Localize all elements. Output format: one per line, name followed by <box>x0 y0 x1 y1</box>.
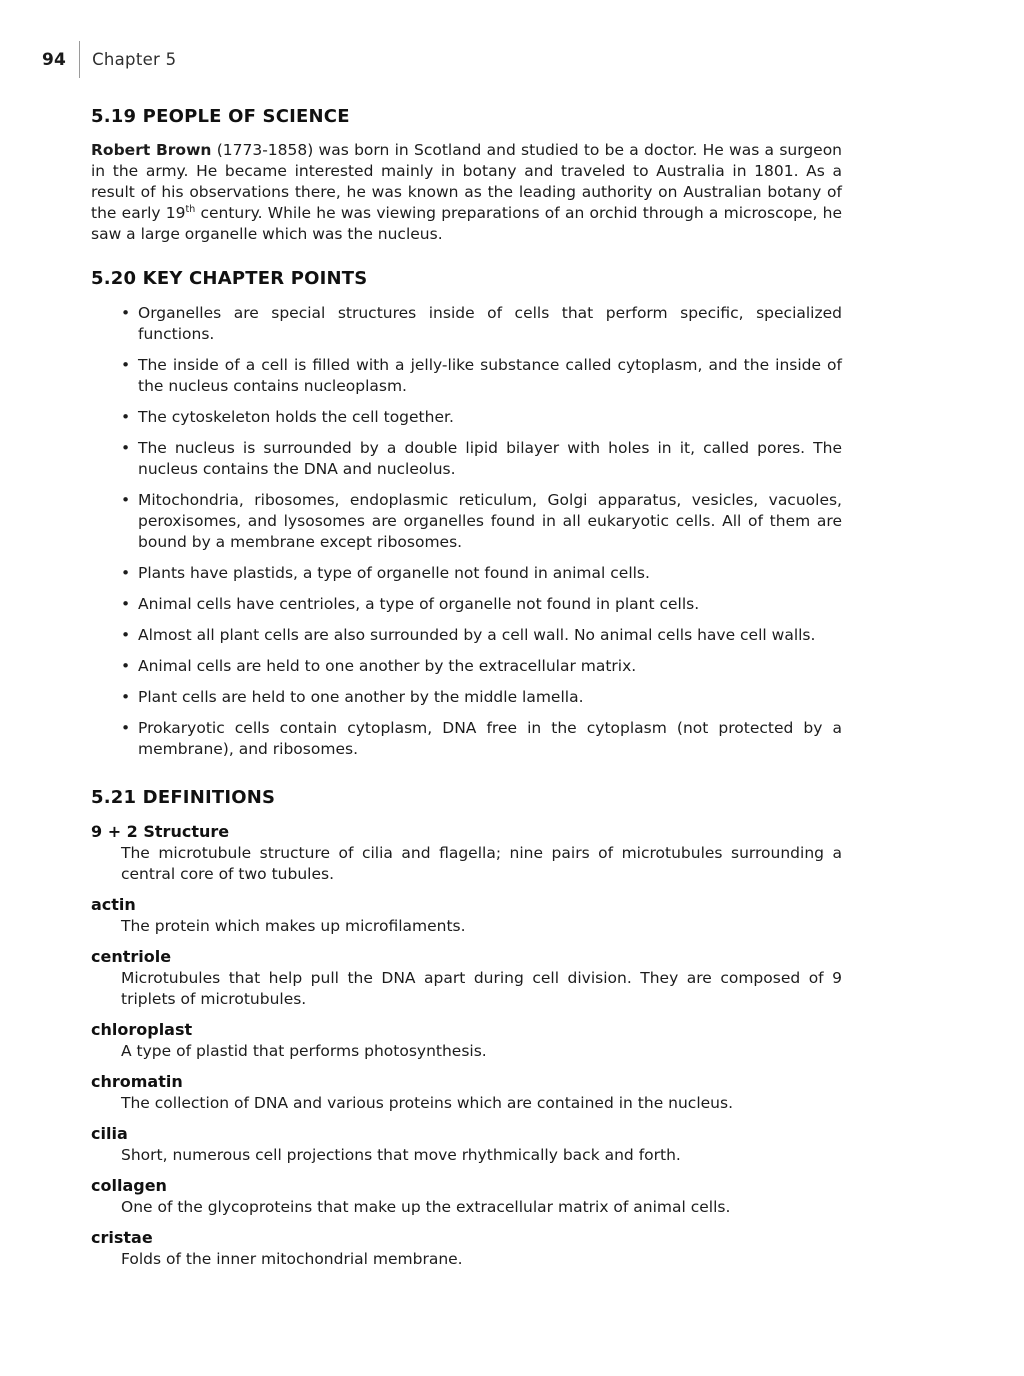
bullet-icon <box>121 355 130 376</box>
definition-text: The collection of DNA and various proteins which are contained in the nucleus. <box>121 1094 733 1112</box>
definition-term: collagen <box>91 1176 167 1195</box>
key-point-item <box>91 656 842 677</box>
definition-text: One of the glycoproteins that make up the extracellular matrix of animal cells. <box>121 1198 731 1216</box>
people-of-science-paragraph <box>91 140 842 245</box>
key-point-item <box>91 438 842 480</box>
definition-term: actin <box>91 895 136 914</box>
definition-entry <box>91 1227 842 1270</box>
bullet-icon <box>121 303 130 324</box>
page-number: 94 <box>42 49 67 70</box>
key-points-list <box>91 303 842 760</box>
section-key-chapter-points <box>91 268 842 760</box>
section-definitions <box>91 787 842 1270</box>
definition-text: Folds of the inner mitochondrial membrane. <box>121 1250 463 1268</box>
definition-entry <box>91 1071 842 1114</box>
definition-term: chromatin <box>91 1072 183 1091</box>
bullet-icon <box>121 625 130 646</box>
definition-entry <box>91 894 842 937</box>
definition-text: The microtubule structure of cilia and flagella; nine pairs of microtubules surrounding a central core of two tubules. <box>121 844 842 883</box>
key-point-item <box>91 625 842 646</box>
definition-term: cristae <box>91 1228 153 1247</box>
bullet-icon <box>121 594 130 615</box>
section-heading-definitions: 5.21 DEFINITIONS <box>91 787 276 808</box>
definition-term: chloroplast <box>91 1020 193 1039</box>
definition-entry <box>91 1175 842 1218</box>
definition-term: 9 + 2 Structure <box>91 822 230 841</box>
paragraph-text-before-superscript: (1773-1858) was born in Scotland and studied to be a doctor. He was a surgeon in the army. He became interested mainly in botany and traveled to Australia in 1801. As a result of his observations there, he was known as the leading authority on Australian botany of the early 19 <box>91 141 843 222</box>
bullet-icon <box>121 718 130 739</box>
key-point-text: Almost all plant cells are also surrounded by a cell wall. No animal cells have cell walls. <box>138 626 816 644</box>
key-point-text: The inside of a cell is filled with a jelly-like substance called cytoplasm, and the inside of the nucleus contains nucleoplasm. <box>138 356 842 395</box>
section-people-of-science <box>91 106 842 245</box>
key-point-text: Prokaryotic cells contain cytoplasm, DNA free in the cytoplasm (not protected by a membrane), and ribosomes. <box>138 719 842 758</box>
definition-text: Microtubules that help pull the DNA apart during cell division. They are composed of 9 triplets of microtubules. <box>121 969 842 1008</box>
definition-text: Short, numerous cell projections that move rhythmically back and forth. <box>121 1146 681 1164</box>
definition-text: The protein which makes up microfilaments. <box>121 917 466 935</box>
key-point-text: Mitochondria, ribosomes, endoplasmic reticulum, Golgi apparatus, vesicles, vacuoles, peroxisomes, and lysosomes are organelles found in all eukaryotic cells. All of them are bound by a membrane except ribosomes. <box>138 491 842 551</box>
bullet-icon <box>121 407 130 428</box>
key-point-item <box>91 718 842 760</box>
person-name: Robert Brown <box>91 141 212 159</box>
bullet-icon <box>121 563 130 584</box>
page-content <box>91 106 842 1279</box>
key-point-text: Plants have plastids, a type of organelle not found in animal cells. <box>138 564 650 582</box>
paragraph-text-after-superscript: century. While he was viewing preparations of an orchid through a microscope, he saw a large organelle which was the nucleus. <box>91 204 842 243</box>
key-point-text: The nucleus is surrounded by a double lipid bilayer with holes in it, called pores. The nucleus contains the DNA and nucleolus. <box>138 439 842 478</box>
key-point-item <box>91 687 842 708</box>
definition-entry <box>91 1019 842 1062</box>
chapter-label: Chapter 5 <box>92 50 177 69</box>
section-heading-people-of-science: 5.19 PEOPLE OF SCIENCE <box>91 106 350 127</box>
bullet-icon <box>121 687 130 708</box>
key-point-text: The cytoskeleton holds the cell together. <box>138 408 454 426</box>
section-heading-key-chapter-points: 5.20 KEY CHAPTER POINTS <box>91 268 368 289</box>
bullet-icon <box>121 490 130 511</box>
definition-term: cilia <box>91 1124 128 1143</box>
key-point-text: Organelles are special structures inside of cells that perform specific, specialized functions. <box>138 304 842 343</box>
definition-text: A type of plastid that performs photosynthesis. <box>121 1042 487 1060</box>
key-point-item <box>91 490 842 553</box>
bullet-icon <box>121 438 130 459</box>
definition-entry <box>91 1123 842 1166</box>
key-point-item <box>91 303 842 345</box>
definition-entry <box>91 821 842 885</box>
bullet-icon <box>121 656 130 677</box>
key-point-text: Plant cells are held to one another by the middle lamella. <box>138 688 584 706</box>
key-point-text: Animal cells have centrioles, a type of organelle not found in plant cells. <box>138 595 700 613</box>
key-point-text: Animal cells are held to one another by the extracellular matrix. <box>138 657 637 675</box>
key-point-item <box>91 594 842 615</box>
definition-term: centriole <box>91 947 172 966</box>
header-divider <box>79 41 80 78</box>
key-point-item <box>91 407 842 428</box>
definitions-list <box>91 821 842 1270</box>
key-point-item <box>91 355 842 397</box>
key-point-item <box>91 563 842 584</box>
definition-entry <box>91 946 842 1010</box>
page-header <box>42 41 176 78</box>
ordinal-superscript: th <box>185 203 196 215</box>
